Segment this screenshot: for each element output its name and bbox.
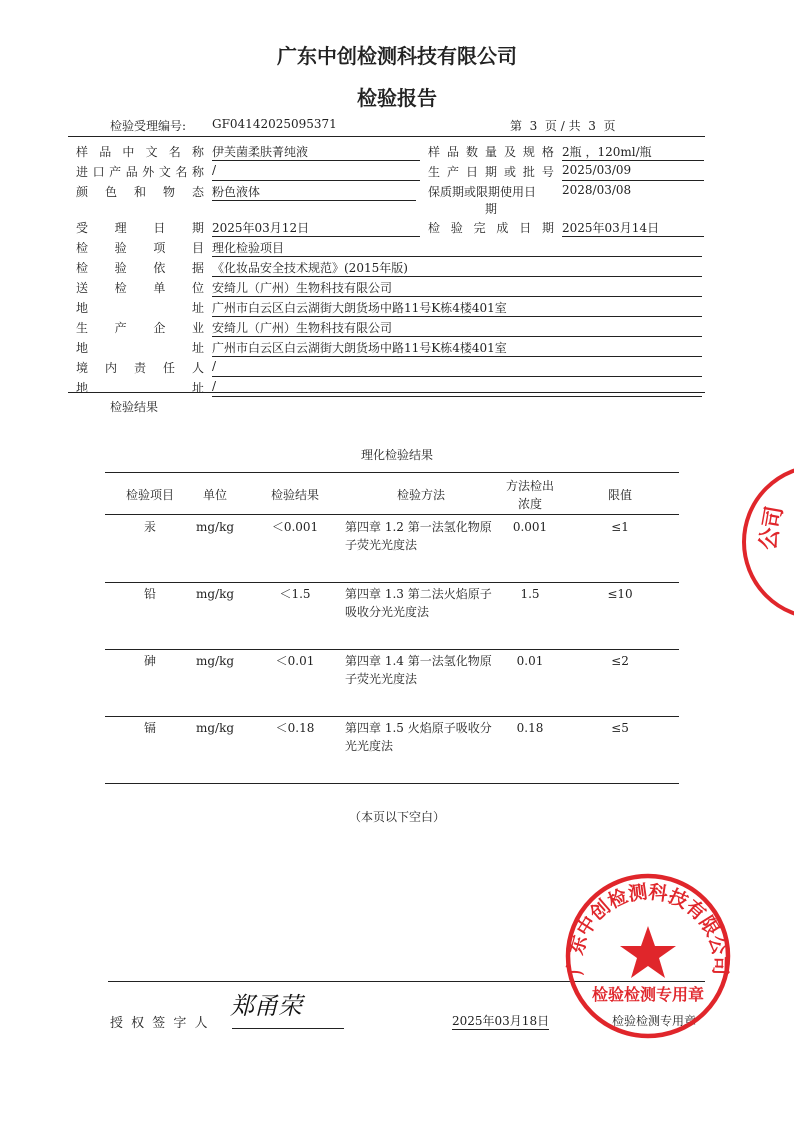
company-name: 广东中创检测科技有限公司 [277, 44, 517, 68]
td-result: ＜0.18 [275, 721, 315, 735]
info-label-char: 目 [191, 241, 204, 255]
info-label-char: 期 [484, 165, 497, 179]
info-label-char: 单 [153, 281, 166, 295]
table-row-rule [105, 716, 679, 717]
info-label-char: 人 [191, 361, 204, 375]
info-label-char: 依 [153, 261, 166, 275]
td-detect: 0.01 [516, 654, 544, 668]
info-label-char: 中 [122, 145, 135, 159]
info-value: 《化妆品安全技术规范》(2015年版) [212, 259, 702, 277]
report-date: 2025年03月18日 [452, 1014, 550, 1028]
stamp-star [620, 926, 676, 978]
info-label-char: 日 [153, 221, 166, 235]
info-label-char: 地 [76, 341, 89, 355]
info-label-char: 及 [503, 145, 516, 159]
info-label-char: 产 [114, 321, 127, 335]
edge-stamp-text: 公司 [755, 504, 789, 552]
info-label [76, 219, 204, 236]
td-unit: mg/kg [195, 520, 235, 534]
td-limit: ≤1 [611, 520, 629, 534]
info-label [76, 163, 204, 180]
info-label-char: 内 [104, 361, 117, 375]
info-label-char: 产 [109, 165, 122, 179]
info-label-char: 成 [496, 221, 509, 235]
accept-no: GF04142025095371 [212, 117, 337, 131]
info-label-char: 样 [76, 145, 89, 159]
table-row-rule [105, 783, 679, 784]
info-label-char: 颜 [76, 185, 89, 199]
th-unit: 单位 [202, 488, 227, 502]
info-value: / [212, 359, 702, 377]
th-detect-line1: 方法检出 [505, 479, 554, 493]
info-label-char: 态 [191, 185, 204, 199]
info-label-char: 验 [114, 241, 127, 255]
td-unit: mg/kg [195, 654, 235, 668]
info-right-value: 2028/03/08 [562, 183, 632, 197]
info-value: 2025年03月12日 [212, 219, 420, 237]
td-limit: ≤10 [607, 587, 633, 601]
td-result: ＜1.5 [279, 587, 311, 601]
info-label [76, 379, 204, 396]
info-value: 广州市白云区白云湖街大朗货场中路11号K栋4楼401室 [212, 299, 702, 317]
blank-note: （本页以下空白） [348, 810, 445, 824]
info-label [76, 319, 204, 336]
table-header-rule [105, 514, 679, 515]
info-label-char: 地 [76, 381, 89, 395]
td-result: ＜0.01 [275, 654, 315, 668]
stamp-ring-text: 广东中创检测科技有限公司 [564, 880, 732, 976]
info-label-char: 验 [450, 221, 463, 235]
info-value: 安绮儿（广州）生物科技有限公司 [212, 319, 702, 337]
th-result: 检验结果 [270, 488, 319, 502]
info-label-char: 文 [145, 145, 158, 159]
info-label-char: 完 [473, 221, 486, 235]
td-result: ＜0.001 [271, 520, 319, 534]
signature-underline [232, 1028, 344, 1029]
table-caption: 理化检验结果 [360, 448, 433, 462]
results-label: 检验结果 [110, 400, 159, 414]
td-detect: 0.001 [512, 520, 548, 534]
info-label-char: 期 [541, 221, 554, 235]
accept-no-label: 检验受理编号: [110, 119, 187, 133]
info-label-char: 或 [503, 165, 516, 179]
td-method: 第四章 1.4 第一法氢化物原子荧光光度法 [345, 654, 492, 686]
info-label-char: 进 [76, 165, 89, 179]
td-method: 第四章 1.2 第一法氢化物原子荧光光度法 [345, 520, 492, 552]
info-label [76, 279, 204, 296]
signer-label: 授 权 签 字 人 [110, 1016, 210, 1031]
info-label-char: 企 [153, 321, 166, 335]
info-value: 广州市白云区白云湖街大朗货场中路11号K栋4楼401室 [212, 339, 702, 357]
info-value: 理化检验项目 [212, 239, 702, 257]
th-detect-line2: 浓度 [517, 497, 542, 511]
td-item: 铅 [143, 587, 156, 601]
td-detect: 1.5 [520, 587, 540, 601]
info-label [76, 359, 204, 376]
info-label-char: 批 [522, 165, 535, 179]
td-item: 镉 [143, 721, 156, 735]
info-label-char: 境 [76, 361, 89, 375]
info-label-char: 称 [191, 165, 204, 179]
info-right-value: 2025/03/09 [562, 163, 704, 181]
bottom-rule [68, 392, 705, 393]
report-title: 检验报告 [357, 86, 437, 110]
info-label-char: 和 [133, 185, 146, 199]
info-label-char: 任 [162, 361, 175, 375]
info-label-char: 色 [104, 185, 117, 199]
info-label-char: 日 [465, 165, 478, 179]
td-unit: mg/kg [195, 721, 235, 735]
stamp-center-text: 检验检测专用章 [591, 985, 705, 1004]
info-label-char: 称 [191, 145, 204, 159]
info-label-char: 外 [142, 165, 155, 179]
info-label [76, 339, 204, 356]
info-value: / [212, 379, 702, 397]
th-detect [497, 477, 563, 513]
td-detect: 0.18 [516, 721, 544, 735]
info-label-char: 送 [76, 281, 89, 295]
td-limit: ≤2 [611, 654, 629, 668]
info-right-label-line1: 保质期或限期使用日 [428, 185, 537, 199]
info-label-char: 地 [76, 301, 89, 315]
info-label-char: 口 [92, 165, 105, 179]
info-value: 粉色液体 [212, 183, 416, 201]
info-label-char: 检 [76, 241, 89, 255]
edge-stamp [700, 462, 794, 622]
info-label-char: 项 [153, 241, 166, 255]
info-label-char: 品 [446, 145, 459, 159]
info-label-char: 文 [158, 165, 171, 179]
td-method: 第四章 1.3 第二法火焰原子吸收分光光度法 [345, 587, 492, 619]
info-label-char: 位 [191, 281, 204, 295]
td-method: 第四章 1.5 火焰原子吸收分光光度法 [345, 721, 492, 753]
seal-label: 检验检测专用章 [612, 1014, 697, 1028]
info-label-char: 址 [191, 381, 204, 395]
info-label-char: 责 [133, 361, 146, 375]
td-item: 砷 [143, 654, 156, 668]
th-method: 检验方法 [396, 488, 445, 502]
info-label-char: 格 [541, 145, 554, 159]
table-row-rule [105, 649, 679, 650]
info-label [76, 239, 204, 256]
info-label-char: 生 [76, 321, 89, 335]
info-label-char: 检 [428, 221, 441, 235]
info-right-value: 2瓶 ，120ml/瓶 [562, 143, 704, 161]
info-label-char: 样 [428, 145, 441, 159]
info-value: 安绮儿（广州）生物科技有限公司 [212, 279, 702, 297]
th-item: 检验项目 [125, 488, 174, 502]
info-right-label [428, 219, 554, 236]
info-label [76, 183, 204, 200]
signature: 郑甬荣 [230, 992, 302, 1020]
info-label-char: 生 [428, 165, 441, 179]
official-stamp [560, 868, 736, 1044]
info-label-char: 量 [484, 145, 497, 159]
info-label-char: 品 [99, 145, 112, 159]
info-label-char: 品 [125, 165, 138, 179]
info-label-char: 产 [446, 165, 459, 179]
info-label-char: 验 [114, 261, 127, 275]
info-label-char: 据 [191, 261, 204, 275]
info-right-label [428, 183, 554, 217]
info-right-value: 2025年03月14日 [562, 219, 704, 237]
info-value: 伊芙菌柔肤菁纯液 [212, 143, 420, 161]
td-item: 汞 [143, 520, 156, 534]
th-limit: 限值 [607, 488, 632, 502]
info-label-char: 检 [76, 261, 89, 275]
td-unit: mg/kg [195, 587, 235, 601]
info-label-char: 检 [114, 281, 127, 295]
info-label [76, 299, 204, 316]
info-label-char: 名 [168, 145, 181, 159]
info-label-char: 期 [191, 221, 204, 235]
info-right-label-line2: 期 [484, 202, 497, 216]
info-label [76, 259, 204, 276]
info-label-char: 日 [519, 221, 532, 235]
info-label-char: 址 [191, 301, 204, 315]
info-right-label [428, 143, 554, 160]
td-limit: ≤5 [611, 721, 629, 735]
info-right-label [428, 163, 554, 180]
info-label-char: 物 [162, 185, 175, 199]
info-label [76, 143, 204, 160]
info-label-char: 名 [175, 165, 188, 179]
info-label-char: 受 [76, 221, 89, 235]
info-label-char: 规 [522, 145, 535, 159]
info-label-char: 理 [114, 221, 127, 235]
info-label-char: 号 [541, 165, 554, 179]
page-info: 第 3 页 / 共 3 页 [510, 119, 616, 133]
info-label-char: 业 [191, 321, 204, 335]
info-label-char: 址 [191, 341, 204, 355]
info-value: / [212, 163, 420, 181]
info-label-char: 数 [465, 145, 478, 159]
table-top-rule [105, 472, 679, 473]
top-rule [68, 136, 705, 137]
table-row-rule [105, 582, 679, 583]
